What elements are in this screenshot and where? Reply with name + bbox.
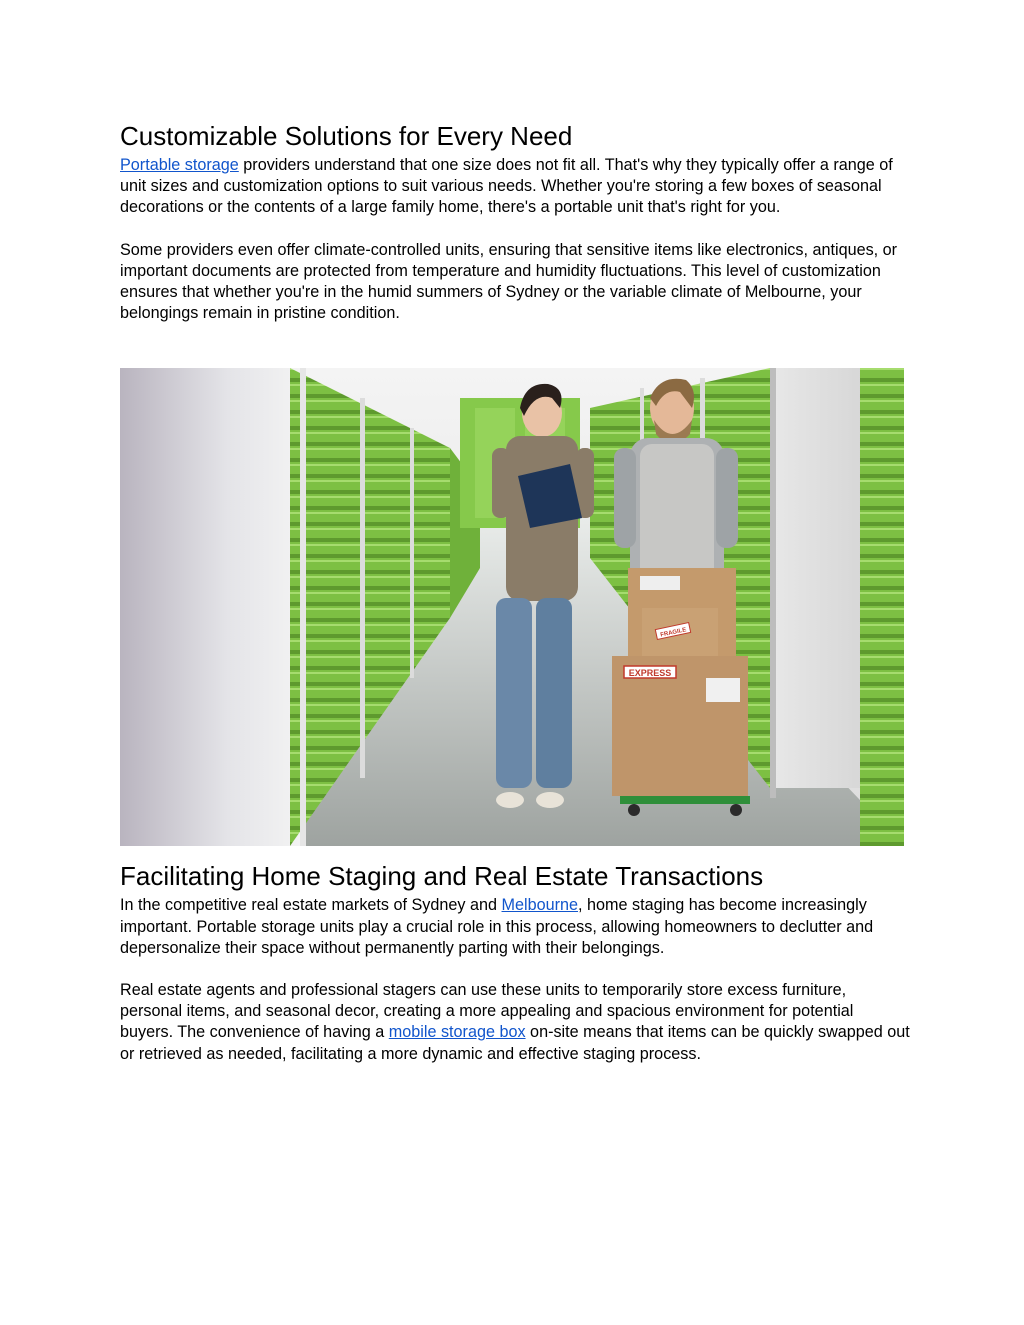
paragraph-text: , home staging has become increasingly important. Portable storage units play a crucial role in this process, allowing homeowners to declutter and depersonalize their space without permanently parting with their belongings. (120, 896, 874, 957)
melbourne-link[interactable]: Melbourne (501, 896, 579, 915)
paragraph-climate-controlled: Some providers even offer climate-controlled units, ensuring that sensitive items like electronics, antiques, or important documents are protected from temperature and humidity fluctuations. This level of customization ensures that whether you're in the humid summers of Sydney or the variable climate of Melbourne, your belongings remain in pristine condition. (120, 240, 898, 323)
paragraph-text: Real estate agents and professional stagers can use these units to temporarily store excess furniture, personal items, and seasonal decor, creating a more appealing and spacious environment for potential buyers. The convenience of having a (120, 981, 854, 1042)
section-title-home-staging: Facilitating Home Staging and Real Estate Transactions (120, 861, 764, 892)
express-label: EXPRESS (628, 668, 672, 679)
paragraph-real-estate-markets (120, 895, 910, 959)
storage-facility-photo (120, 368, 904, 846)
paragraph-text: In the competitive real estate markets of Sydney and (120, 896, 502, 915)
fragile-label: FRAGILE (659, 627, 687, 640)
portable-storage-link[interactable]: Portable storage (120, 156, 239, 174)
document-page (120, 120, 910, 1086)
mobile-storage-box-link[interactable]: mobile storage box (388, 1023, 526, 1042)
paragraph-stagers (120, 980, 910, 1065)
paragraph-text: providers understand that one size does not fit all. That's why they typically offer a range of unit sizes and customization options to suit various needs. Whether you're storing a few boxes of seasonal decorations or the contents of a large family home, there's a portable unit that's right for you. (120, 156, 893, 217)
paragraph-text: on-site means that items can be quickly swapped out or retrieved as needed, facilitating a more dynamic and effective staging process. (120, 1023, 910, 1063)
section-title-customizable: Customizable Solutions for Every Need (120, 121, 573, 151)
cart-with-boxes (612, 568, 750, 816)
paragraph-portable-storage (120, 155, 910, 219)
